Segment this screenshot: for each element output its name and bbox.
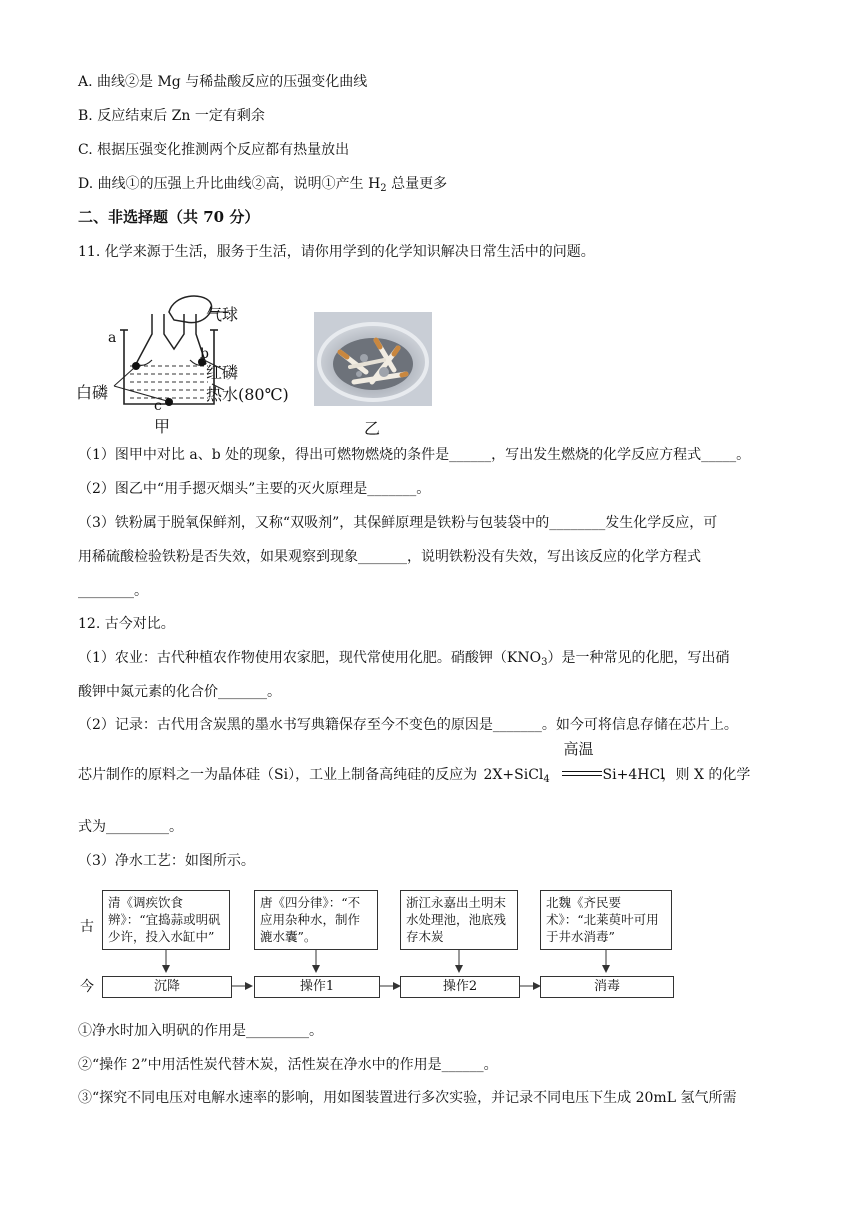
modern-label: 今	[80, 979, 94, 995]
q11-part3-line1: （3）铁粉属于脱氧保鲜剂，又称“双吸剂”，其保鲜原理是铁粉与包装袋中的________发生化学反应，可	[78, 515, 718, 531]
label-red-phosphorus: 红磷	[206, 363, 239, 382]
figure-jia	[74, 294, 304, 442]
step-sedimentation: 沉降	[102, 976, 232, 998]
q12-sub1: ①净水时加入明矾的作用是_________。	[78, 1023, 323, 1039]
beaker-diagram	[74, 294, 304, 442]
q12-stem: 12. 古今对比。	[78, 616, 175, 632]
option-d	[78, 174, 447, 199]
ancient-label: 古	[80, 919, 94, 935]
water-treatment-flow	[76, 888, 676, 1000]
q11-stem: 11. 化学来源于生活，服务于生活，请你用学到的化学知识解决日常生活中的问题。	[78, 244, 595, 260]
caption-yi: 乙	[364, 419, 381, 438]
step-disinfection: 消毒	[540, 976, 674, 998]
option-d-text: D. 曲线①的压强上升比曲线②高，说明①产生 H	[78, 176, 381, 192]
q11-part2: （2）图乙中“用手摁灭烟头”主要的灭火原理是_______。	[78, 481, 431, 497]
q11-part3-line2: 用稀硫酸检验铁粉是否失效，如果观察到现象_______，说明铁粉没有失效，写出该反应的化学方程式	[78, 549, 701, 565]
q12-part1-text: （1）农业：古代种植农作物使用农家肥，现代常使用化肥。硝酸钾（KNO	[78, 650, 542, 666]
q12-sub2: ②“操作 2”中用活性炭代替木炭，活性炭在净水中的作用是______。	[78, 1057, 498, 1073]
section-title: 二、非选择题（共 70 分）	[78, 208, 260, 226]
option-b: B. 反应结束后 Zn 一定有剩余	[78, 108, 265, 124]
q12-sub3: ③“探究不同电压对电解水速率的影响，用如图装置进行多次实验，并记录不同电压下生成 20mL 氢气所需	[78, 1090, 737, 1106]
q12-part2-line2	[78, 740, 751, 785]
step-operation-1: 操作1	[254, 976, 380, 998]
label-a: a	[108, 330, 117, 346]
label-c: c	[154, 398, 162, 414]
equation-condition: 高温	[563, 740, 594, 758]
figure-yi	[314, 312, 432, 438]
label-white-phosphorus: 白磷	[76, 383, 109, 402]
label-balloon: 气球	[206, 305, 239, 324]
caption-jia: 甲	[154, 417, 171, 436]
q12-part2-line3: 式为_________。	[78, 819, 183, 835]
q12-part1-line1	[78, 648, 729, 673]
ancient-box-4: 北魏《齐民要术》：“北莱萸叶可用于井水消毒”	[540, 890, 672, 950]
q12-part1-subscript: 3	[541, 657, 548, 668]
option-d-text-end: 总量更多	[386, 176, 448, 192]
reaction-equation	[482, 740, 665, 785]
ancient-box-2: 唐《四分律》：“不应用杂种水，制作漉水囊”。	[254, 890, 378, 950]
q12-part2-text-end: ，则 X 的化学	[661, 767, 751, 783]
q12-part2-text: 芯片制作的原料之一为晶体硅（Si），工业上制备高纯硅的反应为	[78, 767, 478, 783]
q12-part2-line1: （2）记录：古代用含炭黑的墨水书写典籍保存至今不变色的原因是_______。如今可将信息存储在芯片上。	[78, 717, 738, 733]
q11-part1: （1）图甲中对比 a、b 处的现象，得出可燃物燃烧的条件是______，写出发生燃烧的化学反应方程式_____。	[78, 447, 751, 463]
equation-right: Si+4HCl	[602, 767, 665, 783]
q12-part1-text-end: ）是一种常见的化肥，写出硝	[547, 650, 730, 666]
step-operation-2: 操作2	[400, 976, 520, 998]
q12-part1-line2: 酸钾中氮元素的化合价_______。	[78, 684, 281, 700]
ancient-box-1: 清《调疾饮食辨》：“宜捣蒜或明矾少许，投入水缸中”	[102, 890, 230, 950]
option-a: A. 曲线②是 Mg 与稀盐酸反应的压强变化曲线	[78, 74, 368, 90]
option-d-subscript: 2	[380, 183, 387, 194]
equation-left: 2X+SiCl$_4$	[483, 767, 550, 785]
ashtray-photo	[314, 312, 432, 406]
ancient-box-3: 浙江永嘉出土明末水处理池，池底残存木炭	[400, 890, 518, 950]
equation-double-line	[562, 771, 602, 776]
label-hot-water: 热水(80℃)	[206, 385, 289, 404]
q12-part3: （3）净水工艺：如图所示。	[78, 853, 255, 869]
q11-part3-line3: ________。	[78, 583, 148, 599]
label-b: b	[200, 346, 209, 362]
option-c: C. 根据压强变化推测两个反应都有热量放出	[78, 142, 350, 158]
